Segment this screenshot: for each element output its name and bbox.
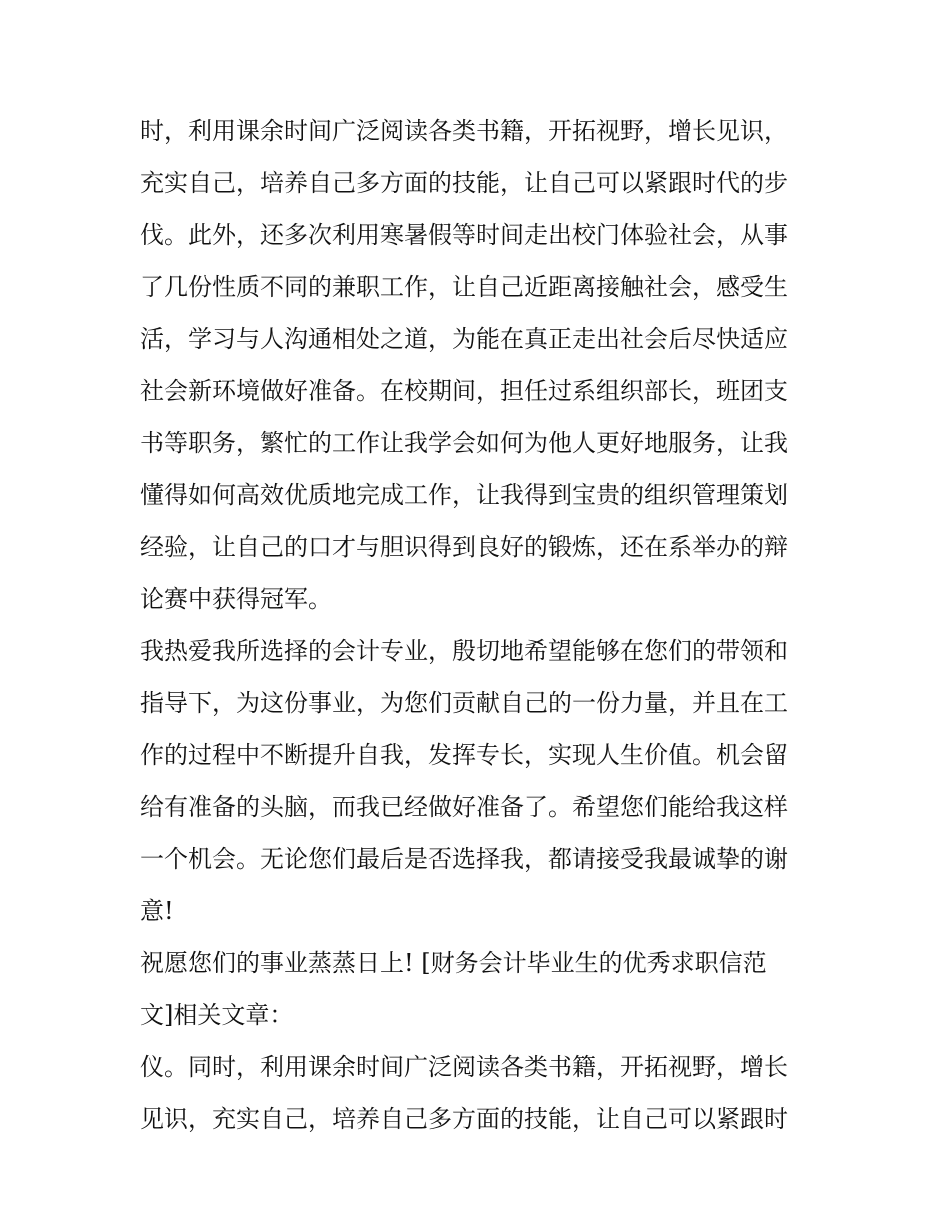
text-line: 指导下，为这份事业，为您们贡献自己的一份力量，并且在工 [140,689,788,717]
text-line: 书等职务，繁忙的工作让我学会如何为他人更好地服务，让我 [140,429,788,457]
text-line: 懂得如何高效优质地完成工作，让我得到宝贵的组织管理策划 [140,481,788,509]
text-line: 我热爱我所选择的会计专业，殷切地希望能够在您们的带领和 [140,637,788,665]
text-line: 文]相关文章： [140,1001,294,1029]
text-line: 论赛中获得冠军。 [140,585,332,613]
text-line: 给有准备的头脑，而我已经做好准备了。希望您们能给我这样 [140,793,788,821]
text-line: 经验，让自己的口才与胆识得到良好的锻炼，还在系举办的辩 [140,533,788,561]
text-line: 时，利用课余时间广泛阅读各类书籍，开拓视野，增长见识， [140,117,788,145]
body-text [140,105,820,1145]
text-line: 社会新环境做好准备。在校期间，担任过系组织部长，班团支 [140,377,788,405]
text-line: 一个机会。无论您们最后是否选择我，都请接受我最诚挚的谢 [140,845,788,873]
text-line: 见识，充实自己，培养自己多方面的技能，让自己可以紧跟时 [140,1105,788,1133]
text-line: 意! [140,897,174,925]
text-line: 充实自己，培养自己多方面的技能，让自己可以紧跟时代的步 [140,169,788,197]
text-line: 祝愿您们的事业蒸蒸日上! [财务会计毕业生的优秀求职信范 [140,949,767,977]
text-line: 作的过程中不断提升自我，发挥专长，实现人生价值。机会留 [140,741,788,769]
text-line: 伐。此外，还多次利用寒暑假等时间走出校门体验社会，从事 [140,221,788,249]
text-line: 仪。同时，利用课余时间广泛阅读各类书籍，开拓视野，增长 [140,1053,788,1081]
text-line: 了几份性质不同的兼职工作，让自己近距离接触社会，感受生 [140,273,788,301]
text-line: 活，学习与人沟通相处之道，为能在真正走出社会后尽快适应 [140,325,788,353]
